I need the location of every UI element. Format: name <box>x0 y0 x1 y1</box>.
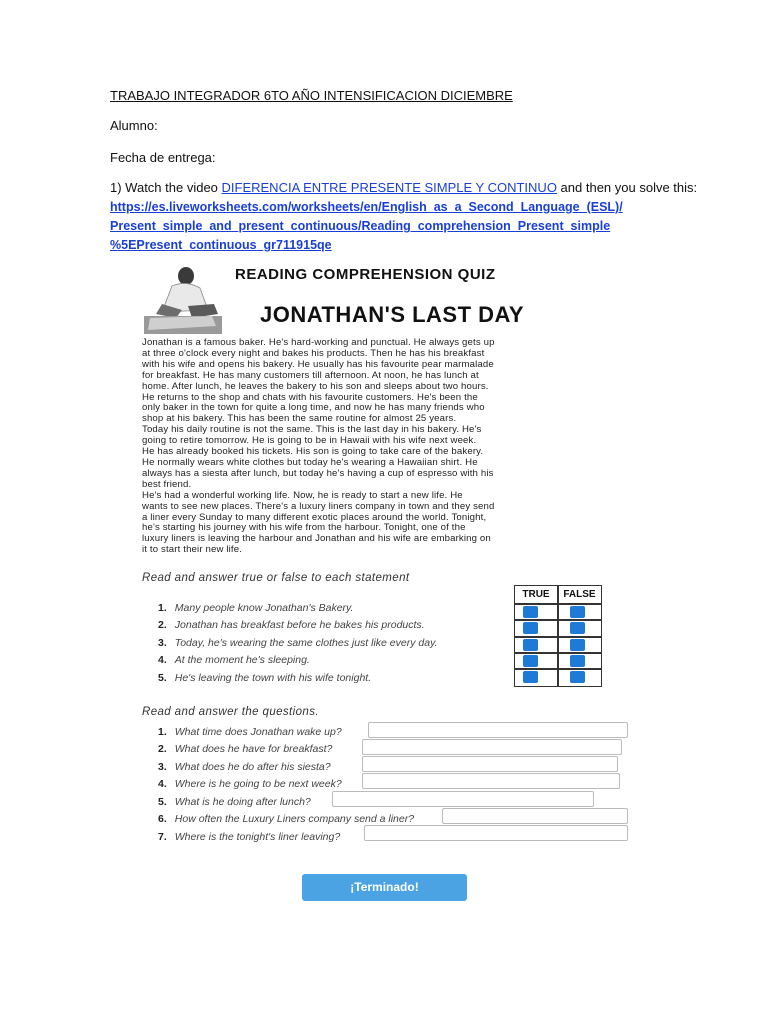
true-false-table <box>514 585 602 687</box>
answer-field-5[interactable] <box>332 791 594 807</box>
story-line: best friend. <box>142 478 192 490</box>
question-item <box>158 796 311 808</box>
baker-photo <box>142 264 224 336</box>
statement-number: 1. <box>158 602 167 614</box>
story-line: he's starting his journey with his wife from the harbour. Tonight, one of the <box>142 522 466 534</box>
answer-field-1[interactable] <box>368 722 628 738</box>
question-text: What does he have for breakfast? <box>174 743 333 755</box>
table-divider <box>515 619 601 621</box>
story-line: at three o'clock every night and bakes his products. Then he has his breakfast <box>142 347 485 359</box>
statement-number: 3. <box>158 637 167 649</box>
question-text: What does he do after his siesta? <box>174 761 331 773</box>
question-number: 6. <box>158 813 167 825</box>
statement-item <box>158 602 353 614</box>
story-line: He's had a wonderful working life. Now, he is ready to start a new life. He <box>142 489 463 501</box>
question-item <box>158 726 342 738</box>
false-checkbox-5[interactable] <box>570 671 585 683</box>
answer-field-7[interactable] <box>364 825 628 841</box>
story-title: JONATHAN'S LAST DAY <box>260 302 525 327</box>
true-false-section-title: Read and answer true or false to each statement <box>142 572 410 584</box>
document-title: TRABAJO INTEGRADOR 6TO AÑO INTENSIFICACION DICIEMBRE <box>110 88 513 103</box>
answer-field-2[interactable] <box>362 739 622 755</box>
question-item <box>158 831 340 843</box>
finish-button[interactable]: ¡Terminado! <box>302 874 467 901</box>
story-line: Jonathan is a famous baker. He's hard-working and punctual. He always gets up <box>142 337 495 348</box>
question-number: 7. <box>158 831 167 843</box>
worksheet-url-line1[interactable]: https://es.liveworksheets.com/worksheets/en/English_as_a_Second_Language_(ESL)/ <box>110 200 623 214</box>
false-header: FALSE <box>563 589 596 600</box>
question-number: 5. <box>158 796 167 808</box>
question-item <box>158 778 342 790</box>
due-date-label: Fecha de entrega: <box>110 150 216 165</box>
statement-number: 2. <box>158 619 167 631</box>
true-checkbox-4[interactable] <box>523 655 538 667</box>
story-line: always has a siesta after lunch, but today he's having a cup of espresso with his <box>142 467 494 479</box>
video-link[interactable]: DIFERENCIA ENTRE PRESENTE SIMPLE Y CONTINUO <box>221 180 557 195</box>
table-divider <box>515 636 601 638</box>
question-text: Where is the tonight's liner leaving? <box>174 831 341 843</box>
story-line: home. After lunch, he leaves the bakery to his son and sleeps about two hours. <box>142 380 489 392</box>
statement-number: 5. <box>158 672 167 684</box>
instruction-suffix: and then you solve this: <box>556 180 698 195</box>
false-checkbox-1[interactable] <box>570 606 585 618</box>
statement-text: He's leaving the town with his wife tonight. <box>174 672 372 684</box>
instruction-line <box>110 180 697 195</box>
true-checkbox-5[interactable] <box>523 671 538 683</box>
questions-section-title: Read and answer the questions. <box>142 706 319 718</box>
true-checkbox-2[interactable] <box>523 622 538 634</box>
answer-field-3[interactable] <box>362 756 618 772</box>
story-text <box>142 338 630 556</box>
question-number: 2. <box>158 743 167 755</box>
statement-item <box>158 654 310 666</box>
question-item <box>158 761 331 773</box>
question-text: How often the Luxury Liners company send a liner? <box>174 813 415 825</box>
story-line: Today his daily routine is not the same. This is the last day in his bakery. He's <box>142 424 482 436</box>
question-text: What time does Jonathan wake up? <box>174 726 342 738</box>
story-line: going to retire tomorrow. He is going to be in Hawaii with his wife next week. <box>142 435 477 447</box>
statement-item <box>158 619 425 631</box>
question-number: 4. <box>158 778 167 790</box>
statement-text: At the moment he's sleeping. <box>174 654 310 666</box>
false-checkbox-3[interactable] <box>570 639 585 651</box>
story-line: He has already booked his tickets. His son is going to take care of the bakery. <box>142 446 484 458</box>
statement-text: Today, he's wearing the same clothes just like every day. <box>174 637 438 649</box>
instruction-prefix: 1) Watch the video <box>110 180 222 195</box>
statement-number: 4. <box>158 654 167 666</box>
question-item <box>158 743 332 755</box>
question-number: 3. <box>158 761 167 773</box>
question-item <box>158 813 414 825</box>
story-line: He returns to the shop and chats with his favourite customers. He's been the <box>142 391 478 403</box>
story-line: with his wife and opens his bakery. He usually has his favourite pear marmalade <box>142 358 494 370</box>
worksheet-image <box>140 262 640 872</box>
true-checkbox-3[interactable] <box>523 639 538 651</box>
story-line: luxury liners is leaving the harbour and Jonathan and his wife are embarking on <box>142 533 491 545</box>
story-line: wants to see new places. There's a luxury liners company in town and they send <box>142 500 495 512</box>
story-line: He normally wears white clothes but today he's wearing a Hawaiian shirt. He <box>142 456 478 468</box>
statement-text: Many people know Jonathan's Bakery. <box>174 602 354 614</box>
story-line: shop at his bakery. This has been the same routine for almost 25 years. <box>142 413 457 425</box>
statement-item <box>158 672 371 684</box>
question-number: 1. <box>158 726 167 738</box>
table-divider <box>515 668 601 670</box>
statement-item <box>158 637 437 649</box>
story-line: it to start their new life. <box>142 544 243 556</box>
table-divider <box>515 603 601 605</box>
quiz-title: READING COMPREHENSION QUIZ <box>235 266 496 283</box>
story-line: for breakfast. He has many customers till afternoon. At noon, he has lunch at <box>142 369 479 381</box>
question-text: Where is he going to be next week? <box>174 778 342 790</box>
story-line: a liner every Sunday to many different exotic places around the world. Tonight, <box>142 511 487 523</box>
answer-field-6[interactable] <box>442 808 628 824</box>
false-checkbox-2[interactable] <box>570 622 585 634</box>
table-divider <box>515 652 601 654</box>
true-checkbox-1[interactable] <box>523 606 538 618</box>
statement-text: Jonathan has breakfast before he bakes his products. <box>174 619 425 631</box>
false-checkbox-4[interactable] <box>570 655 585 667</box>
worksheet-url-line2[interactable]: Present_simple_and_present_continuous/Reading_comprehension_Present_simple <box>110 219 611 233</box>
worksheet-url-line3[interactable]: %5EPresent_continuous_gr711915qe <box>110 238 332 252</box>
question-text: What is he doing after lunch? <box>174 796 311 808</box>
student-label: Alumno: <box>110 118 158 133</box>
answer-field-4[interactable] <box>362 773 620 789</box>
story-line: only baker in the town for quite a long time, and now he has many friends who <box>142 402 485 414</box>
true-header: TRUE <box>522 589 550 600</box>
